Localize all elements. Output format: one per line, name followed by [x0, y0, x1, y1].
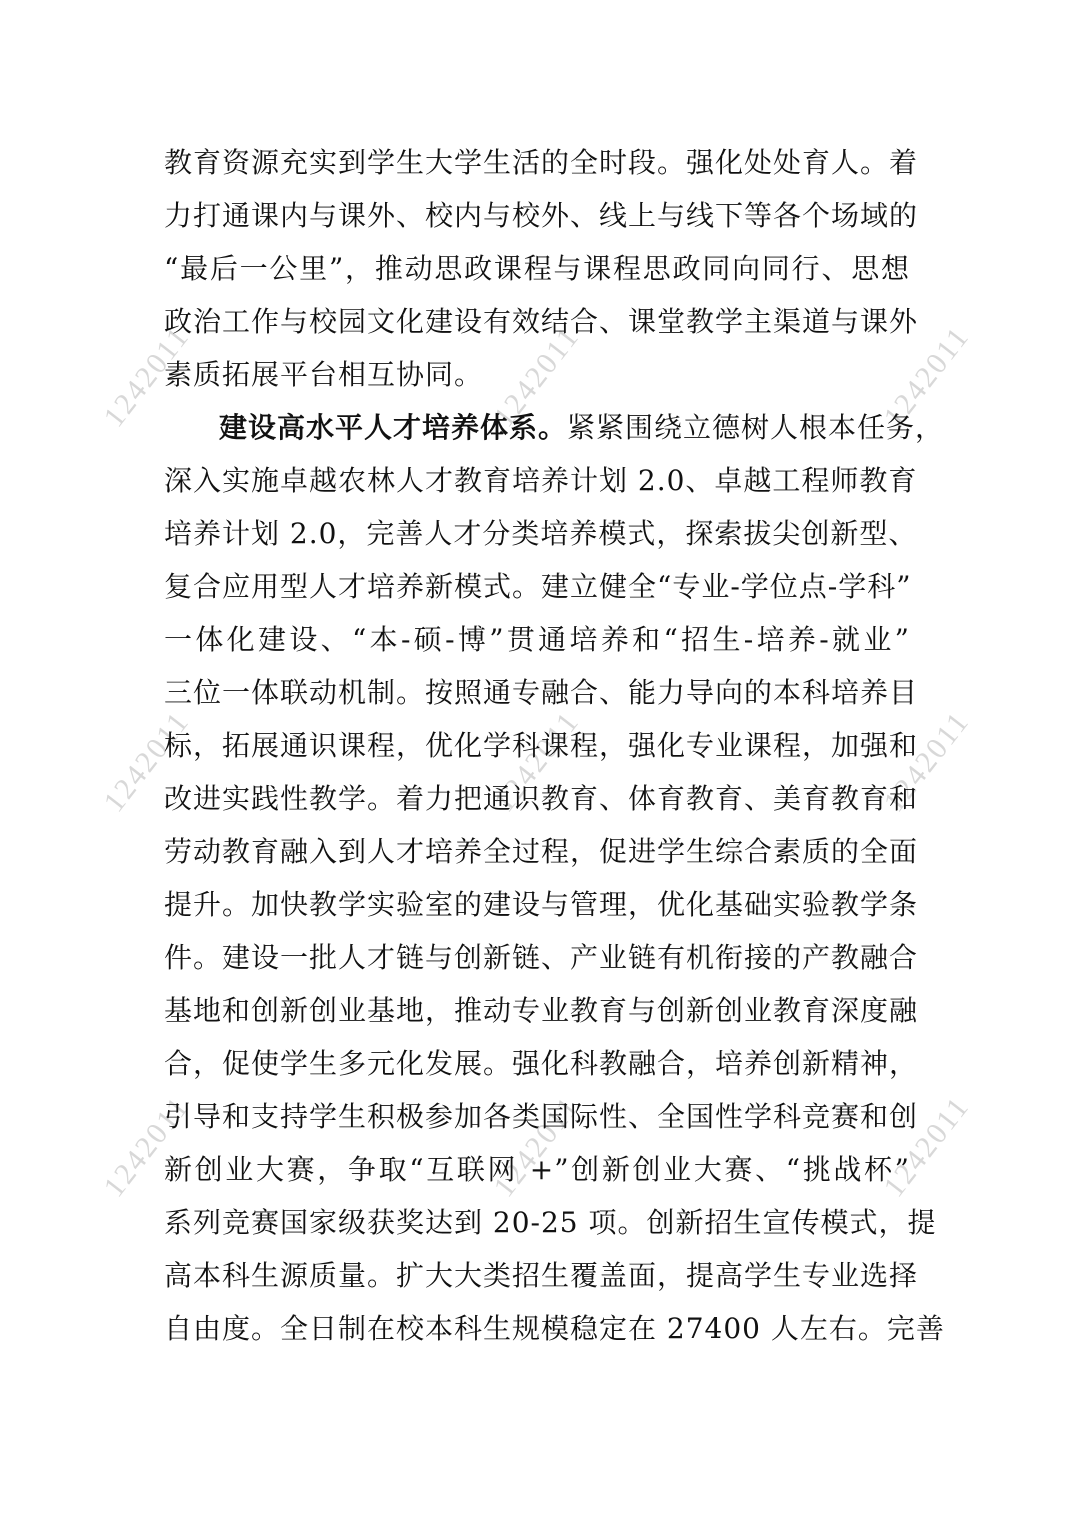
watermark-9: 1242011 — [877, 1090, 976, 1204]
text-line: 系列竞赛国家级获奖达到 20-25 项。创新招生宣传模式，提 — [164, 1206, 937, 1239]
paragraph-1 — [164, 136, 919, 401]
watermark-6: 1242011 — [877, 705, 976, 819]
section-heading: 建设高水平人才培养体系。 — [219, 411, 568, 444]
text-line: 提升。加快教学实验室的建设与管理，优化基础实验教学条 — [164, 888, 919, 921]
text-line: 政治工作与校园文化建设有效结合、课堂教学主渠道与课外 — [164, 305, 919, 338]
text-line: 改进实践性教学。着力把通识教育、体育教育、美育教育和 — [164, 782, 919, 815]
text-line: 新创业大赛，争取“互联网 +”创新创业大赛、“挑战杯” — [164, 1153, 910, 1186]
text-line: 件。建设一批人才链与创新链、产业链有机衔接的产教融合 — [164, 941, 919, 974]
watermark-1: 1242011 — [97, 320, 196, 434]
watermark-7: 1242011 — [97, 1090, 196, 1204]
watermark-5: 1242011 — [487, 705, 586, 819]
watermark-3: 1242011 — [877, 320, 976, 434]
text-line: 引导和支持学生积极参加各类国际性、全国性学科竞赛和创 — [164, 1100, 919, 1133]
text-line: 高本科生源质量。扩大大类招生覆盖面，提高学生专业选择 — [164, 1259, 919, 1292]
watermark-8: 1242011 — [487, 1090, 586, 1204]
text-line: 教育资源充实到学生大学生活的全时段。强化处处育人。着 — [164, 146, 919, 179]
text-span: 紧紧围绕立德树人根本任务， — [567, 411, 945, 444]
text-line: 劳动教育融入到人才培养全过程，促进学生综合素质的全面 — [164, 835, 919, 868]
text-line: 基地和创新创业基地，推动专业教育与创新创业教育深度融 — [164, 994, 919, 1027]
text-line: 合，促使学生多元化发展。强化科教融合，培养创新精神， — [164, 1047, 919, 1080]
text-line: 自由度。全日制在校本科生规模稳定在 27400 人左右。完善 — [164, 1312, 945, 1345]
text-line: 力打通课内与课外、校内与校外、线上与线下等各个场域的 — [164, 199, 919, 232]
text-line: 素质拓展平台相互协同。 — [164, 358, 484, 391]
watermark-2: 1242011 — [487, 320, 586, 434]
paragraph-first-line — [164, 401, 945, 454]
watermark-4: 1242011 — [97, 705, 196, 819]
text-line: 三位一体联动机制。按照通专融合、能力导向的本科培养目 — [164, 676, 919, 709]
text-line: 一体化建设、“本-硕-博”贯通培养和“招生-培养-就业” — [164, 623, 910, 656]
text-line: 深入实施卓越农林人才教育培养计划 2.0、卓越工程师教育 — [164, 464, 918, 497]
text-line: “最后一公里”，推动思政课程与课程思政同向同行、思想 — [164, 252, 910, 285]
text-line: 复合应用型人才培养新模式。建立健全“专业-学位点-学科” — [164, 570, 912, 603]
text-line: 培养计划 2.0，完善人才分类培养模式，探索拔尖创新型、 — [164, 517, 918, 550]
text-line: 标，拓展通识课程，优化学科课程，强化专业课程，加强和 — [164, 729, 919, 762]
